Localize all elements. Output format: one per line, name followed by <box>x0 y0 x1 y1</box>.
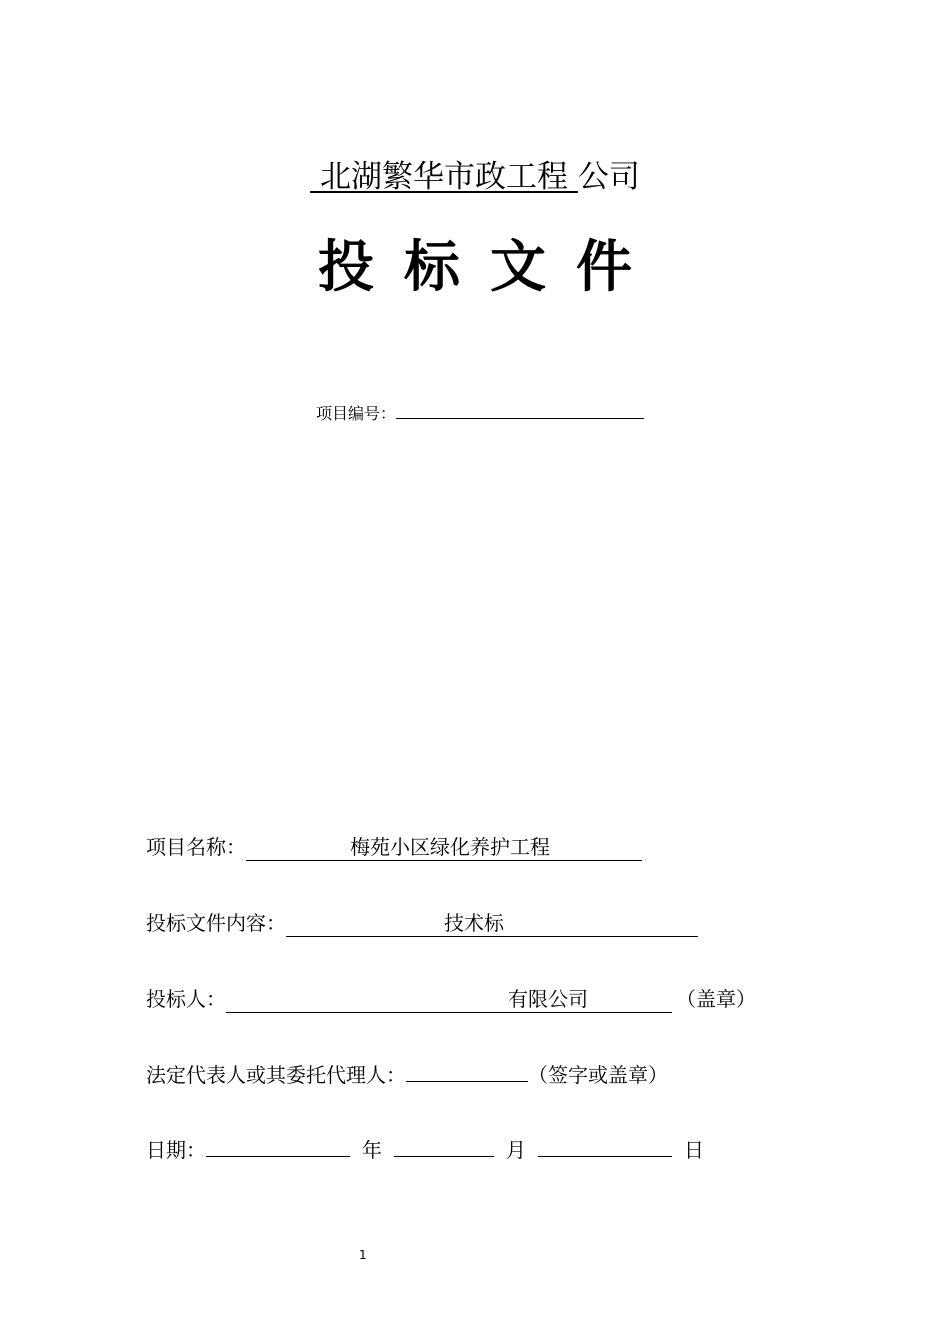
date-row <box>146 1134 704 1165</box>
date-day-blank <box>538 1134 672 1157</box>
date-month-blank <box>394 1134 494 1157</box>
date-label: 日期： <box>146 1138 206 1162</box>
date-day-label: 日 <box>684 1138 704 1162</box>
date-year-label: 年 <box>362 1138 382 1162</box>
project-name-value: 梅苑小区绿化养护工程 <box>350 835 550 859</box>
bid-content-row <box>146 908 698 938</box>
company-name: 北湖繁华市政工程 <box>320 159 568 195</box>
bid-content-field <box>286 910 698 937</box>
date-month-label: 月 <box>506 1138 526 1162</box>
page-number: 1 <box>359 1248 367 1262</box>
project-name-label: 项目名称： <box>146 835 246 859</box>
bidder-value: 有限公司 <box>508 987 588 1011</box>
document-title: 投标文件 <box>318 235 662 300</box>
date-year-blank <box>206 1134 350 1157</box>
bid-content-label: 投标文件内容： <box>146 911 286 935</box>
bidder-field <box>226 986 672 1013</box>
legal-representative-row <box>146 1059 668 1090</box>
project-number-blank <box>396 400 644 419</box>
bidder-row <box>146 984 756 1014</box>
legal-representative-label: 法定代表人或其委托代理人： <box>146 1063 406 1087</box>
bid-content-value: 技术标 <box>444 911 504 935</box>
project-number-row <box>316 400 644 426</box>
bidder-seal-note: （盖章） <box>676 987 756 1011</box>
company-heading <box>0 157 950 197</box>
project-number-label: 项目编号： <box>316 404 397 423</box>
bidder-label: 投标人： <box>146 987 226 1011</box>
legal-representative-blank <box>406 1059 528 1082</box>
project-name-row <box>146 832 642 862</box>
project-name-field <box>246 834 642 861</box>
legal-representative-sign-note: （签字或盖章） <box>528 1063 668 1087</box>
company-suffix: 公司 <box>577 159 640 195</box>
